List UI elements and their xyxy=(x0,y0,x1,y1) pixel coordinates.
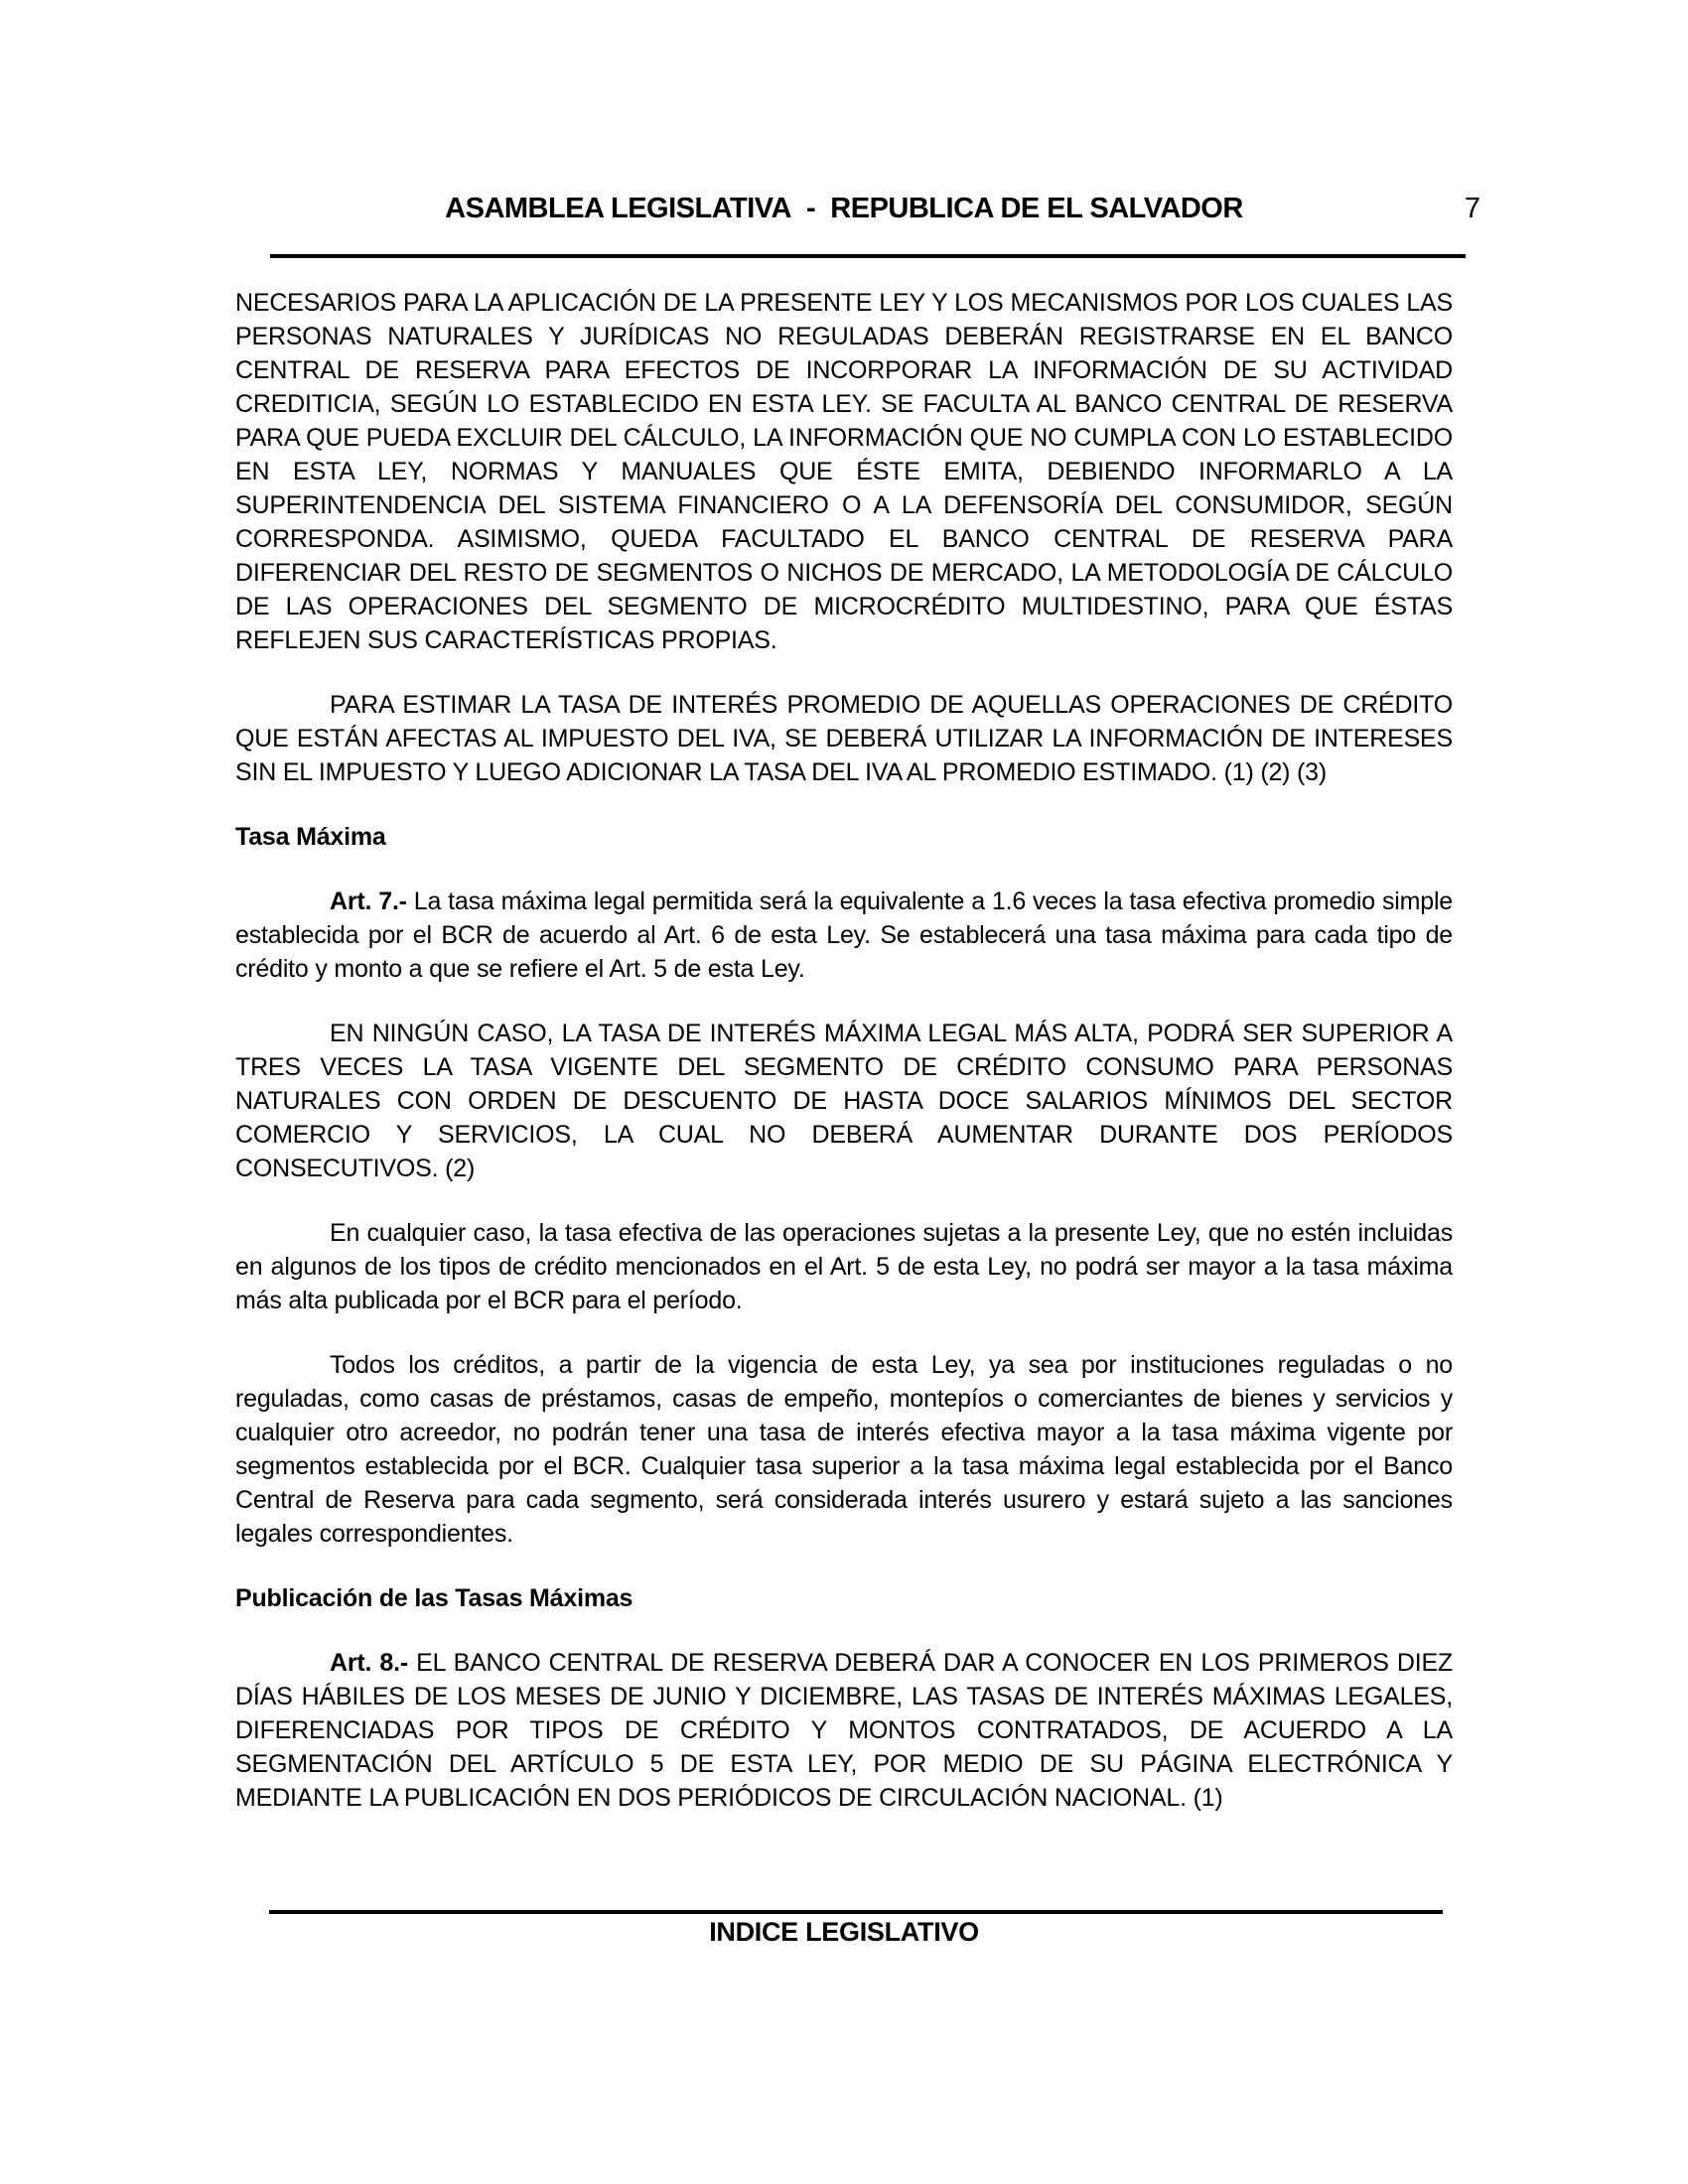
footer-label: INDICE LEGISLATIVO xyxy=(709,1917,979,1947)
page-title: ASAMBLEA LEGISLATIVA - REPUBLICA DE EL SALVADOR xyxy=(445,193,1243,224)
paragraph-para-estimar: PARA ESTIMAR LA TASA DE INTERÉS PROMEDIO DE AQUELLAS OPERACIONES DE CRÉDITO QUE ESTÁN AFECTAS AL IMPUESTO DEL IVA, SE DEBERÁ UTILIZAR LA INFORMACIÓN DE INTERESES SIN EL IMPUESTO Y LUEGO ADICIONAR LA TASA DEL IVA AL PROMEDIO ESTIMADO. (1) (2) (3) xyxy=(235,691,1453,786)
page-header xyxy=(235,193,1480,225)
paragraph-art-8 xyxy=(235,1646,1453,1815)
paragraph-text: La tasa máxima legal permitida será la equivalente a 1.6 veces la tasa efectiva promedio simple establecida por el BCR de acuerdo al Art. 6 de esta Ley. Se establecerá una tasa máxima para cada tipo de crédito y monto a que se refiere el Art. 5 de esta Ley. xyxy=(235,887,1453,983)
page-footer xyxy=(235,1910,1453,1948)
paragraph-text: EL BANCO CENTRAL DE RESERVA DEBERÁ DAR A CONOCER EN LOS PRIMEROS DIEZ DÍAS HÁBILES DE LOS MESES DE JUNIO Y DICIEMBRE, LAS TASAS DE INTERÉS MÁXIMAS LEGALES, DIFERENCIADAS POR TIPOS DE CRÉDITO Y MONTOS CONTRATADOS, DE ACUERDO A LA SEGMENTACIÓN DEL ARTÍCULO 5 DE ESTA LEY, POR MEDIO DE SU PÁGINA ELECTRÓNICA Y MEDIANTE LA PUBLICACIÓN EN DOS PERIÓDICOS DE CIRCULACIÓN NACIONAL. (1) xyxy=(235,1649,1453,1812)
paragraph-en-ningun-caso: EN NINGÚN CASO, LA TASA DE INTERÉS MÁXIMA LEGAL MÁS ALTA, PODRÁ SER SUPERIOR A TRES VECES LA TASA VIGENTE DEL SEGMENTO DE CRÉDITO CONSUMO PARA PERSONAS NATURALES CON ORDEN DE DESCUENTO DE HASTA DOCE SALARIOS MÍNIMOS DEL SECTOR COMERCIO Y SERVICIOS, LA CUAL NO DEBERÁ AUMENTAR DURANTE DOS PERÍODOS CONSECUTIVOS. (2) xyxy=(235,1020,1453,1182)
section-heading-publicacion-tasas-maximas: Publicación de las Tasas Máximas xyxy=(235,1584,633,1612)
paragraph-art-7 xyxy=(235,885,1453,986)
footer-rule xyxy=(269,1910,1443,1914)
article-7-label: Art. 7.- xyxy=(330,887,407,915)
document-body xyxy=(235,286,1453,1845)
paragraph-en-cualquier-caso: En cualquier caso, la tasa efectiva de las operaciones sujetas a la presente Ley, que no estén incluidas en algunos de los tipos de crédito mencionados en el Art. 5 de esta Ley, no podrá ser mayor a la tasa máxima más alta publicada por el BCR para el período. xyxy=(235,1219,1453,1314)
paragraph-todos-los-creditos: Todos los créditos, a partir de la vigencia de esta Ley, ya sea por instituciones reguladas o no reguladas, como casas de préstamos, casas de empeño, montepíos o comerciantes de bienes y servicios y cualquier otro acreedor, no podrán tener una tasa de interés efectiva mayor a la tasa máxima vigente por segmentos establecida por el BCR. Cualquier tasa superior a la tasa máxima legal establecida por el Banco Central de Reserva para cada segmento, será considerada interés usurero y estará sujeto a las sanciones legales correspondientes. xyxy=(235,1351,1453,1548)
page-number: 7 xyxy=(1464,193,1480,224)
paragraph-necesarios: NECESARIOS PARA LA APLICACIÓN DE LA PRESENTE LEY Y LOS MECANISMOS POR LOS CUALES LAS PERSONAS NATURALES Y JURÍDICAS NO REGULADAS DEBERÁN REGISTRARSE EN EL BANCO CENTRAL DE RESERVA PARA EFECTOS DE INCORPORAR LA INFORMACIÓN DE SU ACTIVIDAD CREDITICIA, SEGÚN LO ESTABLECIDO EN ESTA LEY. SE FACULTA AL BANCO CENTRAL DE RESERVA PARA QUE PUEDA EXCLUIR DEL CÁLCULO, LA INFORMACIÓN QUE NO CUMPLA CON LO ESTABLECIDO EN ESTA LEY, NORMAS Y MANUALES QUE ÉSTE EMITA, DEBIENDO INFORMARLO A LA SUPERINTENDENCIA DEL SISTEMA FINANCIERO O A LA DEFENSORÍA DEL CONSUMIDOR, SEGÚN CORRESPONDA. ASIMISMO, QUEDA FACULTADO EL BANCO CENTRAL DE RESERVA PARA DIFERENCIAR DEL RESTO DE SEGMENTOS O NICHOS DE MERCADO, LA METODOLOGÍA DE CÁLCULO DE LAS OPERACIONES DEL SEGMENTO DE MICROCRÉDITO MULTIDESTINO, PARA QUE ÉSTAS REFLEJEN SUS CARACTERÍSTICAS PROPIAS. xyxy=(235,289,1453,654)
article-8-label: Art. 8.- xyxy=(330,1649,408,1677)
section-heading-tasa-maxima: Tasa Máxima xyxy=(235,823,386,851)
header-rule xyxy=(270,254,1466,258)
